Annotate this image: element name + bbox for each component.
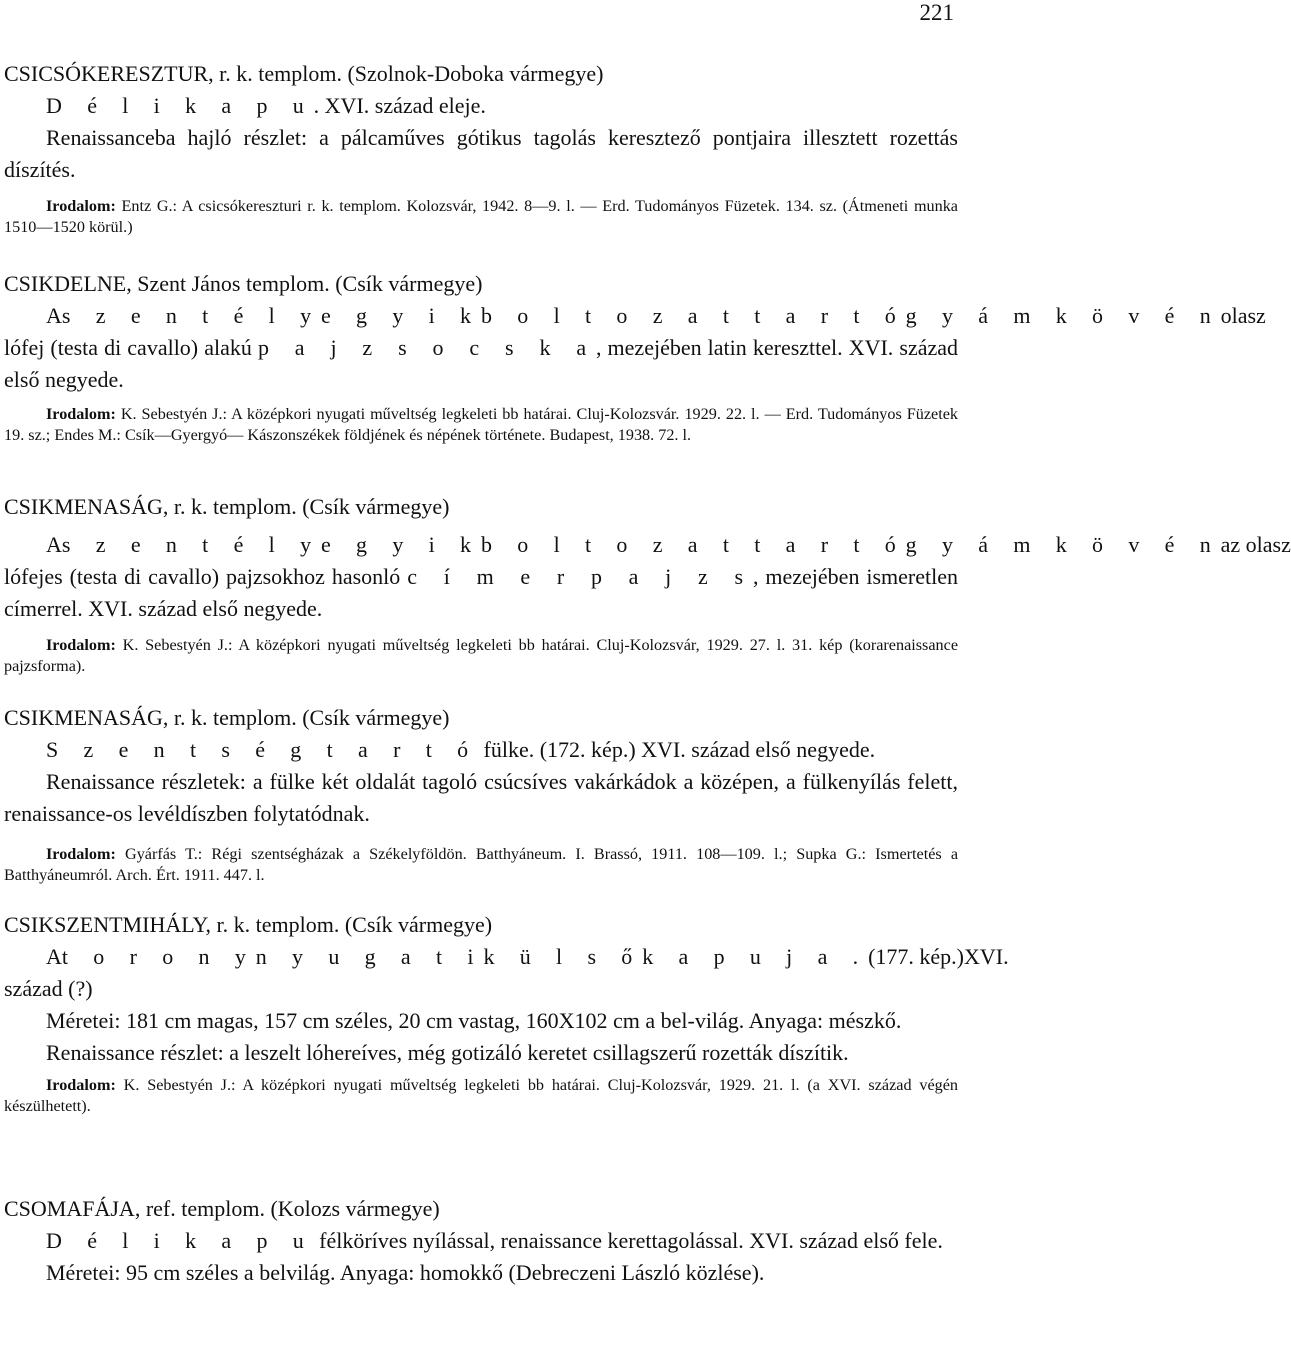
paragraph-text: . XVI. század eleje. xyxy=(313,93,486,118)
paragraph-text: félköríves nyílással, renaissance kerettagolással. XVI. század első fele. xyxy=(313,1228,943,1253)
spaced-term: k ü l s ő xyxy=(483,944,643,969)
spaced-term: p a j z s o c s k a xyxy=(257,335,596,360)
entry-paragraph: Méretei: 95 cm széles a belvilág. Anyaga: homokkő (Debreczeni László közlése). xyxy=(46,1260,765,1285)
spaced-term: e g y i k xyxy=(320,532,481,557)
literature-reference xyxy=(4,196,958,238)
word: az olasz xyxy=(1220,532,1291,557)
literature-reference xyxy=(4,635,958,677)
spaced-term: c í m e r p a j z s xyxy=(407,564,753,589)
entry-paragraph-line xyxy=(4,300,1266,332)
entry-csikmenasag-2 xyxy=(4,702,958,886)
literature-text: K. Sebestyén J.: A középkori nyugati műveltség legkeleti bb határai. Cluj-Kolozsvár. 1929. 22. l. — Erd. Tudományos Füzetek 19. sz.; Endes M.: Csík—Gyergyó— Kászonszékek földjének és népének története. Budapest, 1938. 72. l. xyxy=(4,405,959,444)
word: A xyxy=(46,303,62,328)
paragraph-text: lófej (testa di cavallo) alakú xyxy=(4,335,252,360)
literature-text: Gyárfás T.: Régi szentségházak a Székelyföldön. Batthyáneum. I. Brassó, 1911. 108—109. l.; Supka G.: Ismertetés a Batthyáneumról. Arch. Ért. 1911. 447. l. xyxy=(4,845,959,884)
entry-heading: CSICSÓKERESZTUR, r. k. templom. (Szolnok-Doboka vármegye) xyxy=(4,61,604,86)
literature-label: Irodalom: xyxy=(46,405,116,423)
entry-paragraph: Renaissanceba hajló részlet: a pálcaműves gótikus tagolás keresztező pontjaira illesztett rozettás díszítés. xyxy=(4,125,958,182)
paragraph-text: , mezejében ismeretlen címerrel. XVI. század első negyede. xyxy=(4,564,959,621)
word: olasz xyxy=(1220,303,1266,328)
spaced-term: k a p u j a . xyxy=(642,944,869,969)
entry-paragraph-line xyxy=(4,529,1291,561)
entry-csomafaja xyxy=(4,1193,958,1289)
entry-paragraph xyxy=(4,90,958,122)
spaced-term: b o l t o z a t t a r t ó xyxy=(480,532,906,557)
spaced-term: e g y i k xyxy=(320,303,481,328)
literature-reference xyxy=(4,844,958,886)
literature-label: Irodalom: xyxy=(46,845,116,863)
entry-heading: CSIKDELNE, Szent János templom. (Csík vármegye) xyxy=(4,271,483,296)
entry-heading: CSIKMENASÁG, r. k. templom. (Csík vármegye) xyxy=(4,494,450,519)
entry-paragraph xyxy=(4,332,958,396)
entry-heading: CSOMAFÁJA, ref. templom. (Kolozs vármegye) xyxy=(4,1196,440,1221)
spaced-term: s z e n t é l y xyxy=(61,303,321,328)
paragraph-text: XVI. xyxy=(963,944,1009,969)
spaced-term: g y á m k ö v é n xyxy=(905,532,1221,557)
word: A xyxy=(46,532,62,557)
entry-csicsokeresztur xyxy=(4,58,958,238)
literature-reference xyxy=(4,1075,958,1117)
spaced-term: b o l t o z a t t a r t ó xyxy=(480,303,906,328)
literature-label: Irodalom: xyxy=(46,197,116,215)
entry-paragraph: Renaissance részlet: a leszelt lóhereíves, még gotizáló keretet csillagszerű rozetták díszítik. xyxy=(46,1040,849,1065)
entry-paragraph xyxy=(4,561,958,625)
entry-heading: CSIKSZENTMIHÁLY, r. k. templom. (Csík vármegye) xyxy=(4,912,493,937)
entry-paragraph xyxy=(4,734,958,766)
entry-paragraph xyxy=(4,1225,958,1257)
literature-text: K. Sebestyén J.: A középkori nyugati műveltség legkeleti bb határai. Cluj-Kolozsvár, 1929. 21. l. (a XVI. század végén készülhetett). xyxy=(4,1076,958,1115)
spaced-term: g y á m k ö v é n xyxy=(905,303,1221,328)
spaced-term: D é l i k a p u xyxy=(46,93,314,118)
entry-paragraph-line xyxy=(4,941,1009,973)
spaced-term: s z e n t é l y xyxy=(61,532,321,557)
spaced-term: n y u g a t i xyxy=(255,944,484,969)
paragraph-text: (177. kép.) xyxy=(868,944,964,969)
word: A xyxy=(46,944,62,969)
literature-reference xyxy=(4,404,958,446)
entry-paragraph: Méretei: 181 cm magas, 157 cm széles, 20 cm vastag, 160X102 cm a bel-világ. Anyaga: mészkő. xyxy=(46,1008,902,1033)
spaced-term: D é l i k a p u xyxy=(46,1228,314,1253)
literature-label: Irodalom: xyxy=(46,636,116,654)
paragraph-text: , mezejében latin kereszttel. XVI. század első negyede. xyxy=(4,335,959,392)
literature-text: K. Sebestyén J.: A középkori nyugati műveltség legkeleti bb határai. Cluj-Kolozsvár, 1929. 27. l. 31. kép (korarenaissance pajzsforma). xyxy=(4,636,959,675)
page-number: 221 xyxy=(919,0,954,25)
entry-csikmenasag-1 xyxy=(4,491,1291,677)
entry-paragraph: század (?) xyxy=(4,976,93,1001)
spaced-term: t o r o n y xyxy=(61,944,256,969)
entry-paragraph: Renaissance részletek: a fülke két oldalát tagoló csúcsíves vakárkádok a középen, a fülkenyílás felett, renaissance-os levéldíszben folytatódnak. xyxy=(4,769,958,826)
paragraph-text: fülke. (172. kép.) XVI. század első negyede. xyxy=(478,737,876,762)
literature-text: Entz G.: A csicsókereszturi r. k. templom. Kolozsvár, 1942. 8—9. l. — Erd. Tudományos Füzetek. 134. sz. (Átmeneti munka 1510—1520 körül.) xyxy=(4,197,958,236)
paragraph-text: lófejes (testa di cavallo) pajzsokhoz hasonló xyxy=(4,564,401,589)
spaced-term: S z e n t s é g t a r t ó xyxy=(46,737,479,762)
entry-csikdelne xyxy=(4,268,1266,446)
entry-csikszentmihaly xyxy=(4,909,1009,1117)
entry-heading: CSIKMENASÁG, r. k. templom. (Csík vármegye) xyxy=(4,705,450,730)
literature-label: Irodalom: xyxy=(46,1076,116,1094)
